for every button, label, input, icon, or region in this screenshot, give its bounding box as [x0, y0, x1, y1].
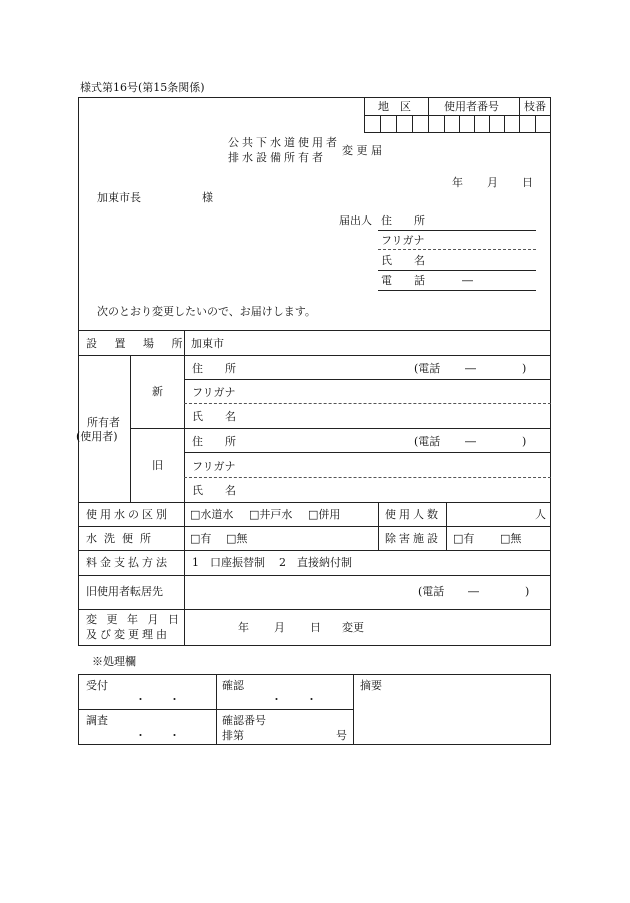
applicant-label: 届出人: [339, 214, 372, 227]
former-user-phone-dash: ―: [468, 585, 479, 598]
owner-label-sub: (使用者): [76, 430, 118, 443]
summary-label: 摘要: [360, 679, 382, 692]
owner-label: 所有者: [87, 416, 120, 429]
new-owner-label: 新: [152, 385, 163, 398]
applicant-address-line[interactable]: [378, 230, 536, 231]
investigation-label: 調査: [86, 714, 108, 727]
date-day: 日: [522, 176, 533, 189]
applicant-phone-line[interactable]: [378, 290, 536, 291]
applicant-name-label: 氏 名: [381, 254, 425, 267]
statement: 次のとおり変更したいので、お届けします。: [97, 305, 316, 318]
processing-title: ※処理欄: [92, 655, 136, 668]
drain-number-suffix: 号: [336, 729, 347, 742]
old-owner-label: 旧: [152, 459, 163, 472]
old-owner-phone-dash: ―: [465, 435, 476, 448]
location-value[interactable]: 加東市: [191, 337, 224, 350]
new-owner-address-label: 住 所: [192, 362, 236, 375]
pest-facility-yes[interactable]: □有: [453, 532, 475, 545]
investigation-dot-2: ・: [169, 729, 180, 742]
payment-direct[interactable]: 2 直接納付制: [279, 556, 352, 569]
applicant-phone-dash: ―: [462, 274, 473, 287]
form-number: 様式第16号(第15条関係): [80, 81, 205, 94]
investigation-dot-1: ・: [135, 729, 146, 742]
confirmed-dot-2: ・: [306, 693, 317, 706]
drain-number-prefix: 排第: [222, 729, 244, 742]
new-owner-furigana-label: フリガナ: [192, 386, 236, 399]
applicant-furigana-label: フリガナ: [381, 234, 425, 247]
change-suffix: 変更: [342, 621, 364, 634]
applicant-furigana-line[interactable]: [378, 249, 536, 250]
change-label-sub: 及び変更理由: [86, 628, 170, 641]
former-user-phone-close: ): [525, 585, 530, 598]
received-label: 受付: [86, 679, 108, 692]
confirmed-label: 確認: [222, 679, 244, 692]
change-month: 月: [274, 621, 285, 634]
old-owner-name-label: 氏 名: [192, 484, 236, 497]
change-day: 日: [310, 621, 321, 634]
change-year: 年: [238, 621, 249, 634]
old-owner-address-label: 住 所: [192, 435, 236, 448]
users-count-unit: 人: [535, 508, 546, 521]
pest-facility-no[interactable]: □無: [500, 532, 522, 545]
former-user-label: 旧使用者転居先: [86, 585, 163, 598]
new-owner-phone-open: (電話: [414, 362, 441, 375]
old-owner-phone-open: (電話: [414, 435, 441, 448]
water-type-label: 使用水の区別: [86, 508, 170, 521]
applicant-address-label: 住 所: [381, 214, 425, 227]
district-header: 地 区: [378, 100, 411, 113]
flush-toilet-label: 水洗便所: [86, 532, 158, 545]
title-line-2: 排水設備所有者: [228, 151, 326, 164]
addressee-honorific: 様: [202, 191, 213, 204]
change-label: 変 更 年 月 日: [86, 613, 182, 626]
water-type-combined[interactable]: □併用: [308, 508, 341, 521]
new-owner-phone-dash: ―: [465, 362, 476, 375]
new-owner-name-label: 氏 名: [192, 410, 236, 423]
title-suffix: 変 更 届: [342, 144, 382, 157]
applicant-name-line[interactable]: [378, 270, 536, 271]
user-number-header: 使用者番号: [444, 100, 499, 113]
confirmed-dot-1: ・: [271, 693, 282, 706]
flush-toilet-no[interactable]: □無: [226, 532, 248, 545]
received-dot-2: ・: [169, 693, 180, 706]
confirm-number-label: 確認番号: [222, 714, 266, 727]
users-count-label: 使用人数: [385, 508, 441, 521]
date-year: 年: [452, 176, 463, 189]
water-type-tap[interactable]: □水道水: [190, 508, 234, 521]
payment-bank-transfer[interactable]: 1 口座振替制: [192, 556, 265, 569]
applicant-phone-label: 電 話: [381, 274, 425, 287]
payment-label: 料金支払方法: [86, 556, 170, 569]
old-owner-phone-close: ): [522, 435, 527, 448]
old-owner-furigana-label: フリガナ: [192, 460, 236, 473]
former-user-phone-open: (電話: [418, 585, 445, 598]
water-type-well[interactable]: □井戸水: [249, 508, 293, 521]
title-line-1: 公共下水道使用者: [228, 136, 340, 149]
date-month: 月: [487, 176, 498, 189]
addressee-name: 加東市長: [97, 191, 141, 204]
new-owner-phone-close: ): [522, 362, 527, 375]
branch-header: 枝番: [524, 100, 546, 113]
location-label: 設 置 場 所: [86, 337, 190, 350]
flush-toilet-yes[interactable]: □有: [190, 532, 212, 545]
received-dot-1: ・: [135, 693, 146, 706]
pest-facility-label: 除害施設: [385, 532, 441, 545]
